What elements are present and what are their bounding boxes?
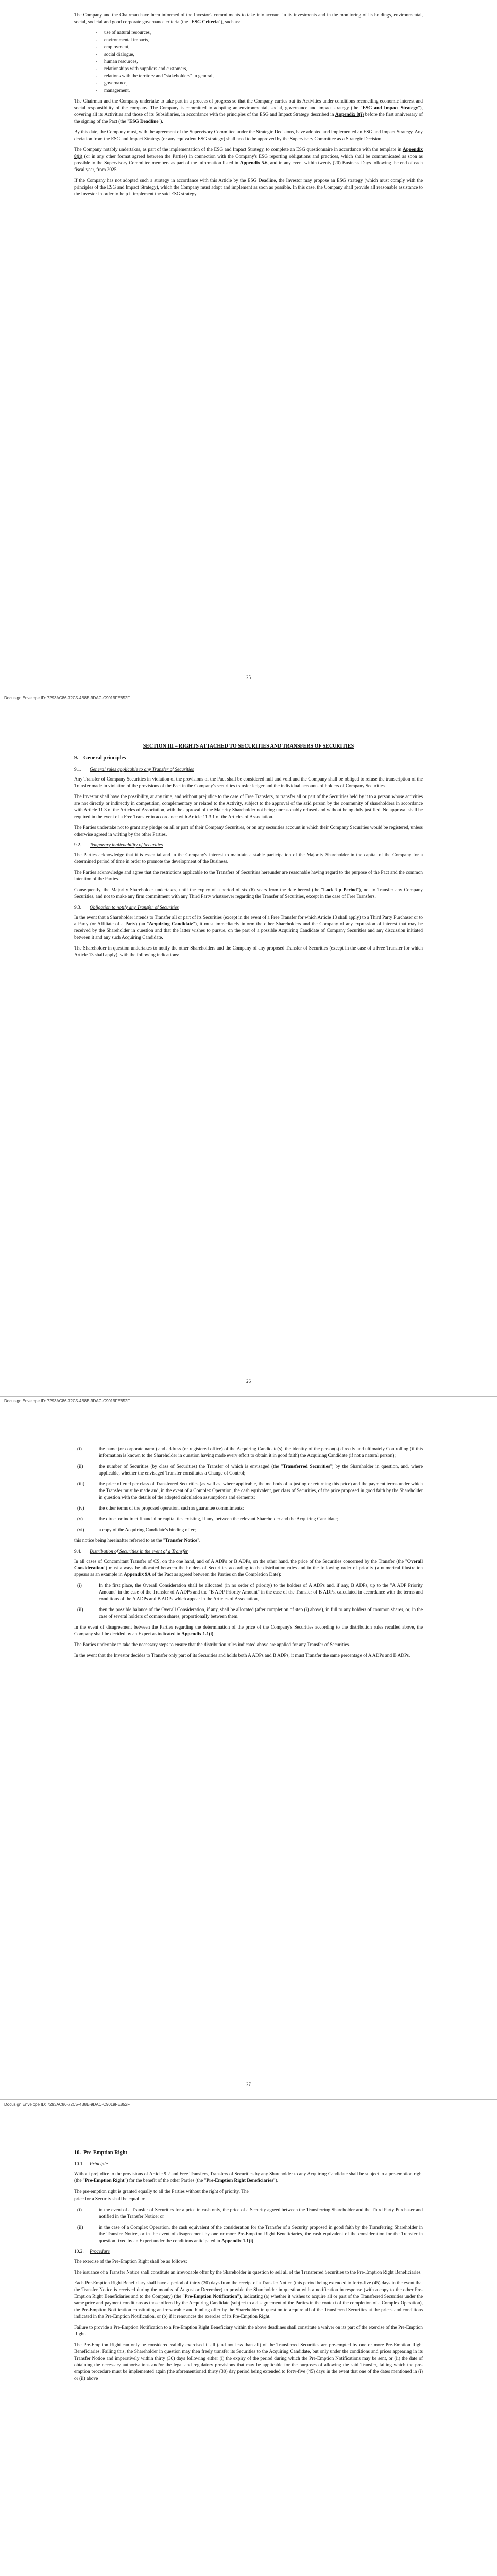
page-number: 26 <box>246 1379 251 1384</box>
list-item: (i) in the event of a Transfer of Securities for a price in cash only, the price of a Security agreed between the Transferring Shareholder and the Third Party Purchaser and notified in the Transfer Notice; or <box>77 2208 423 2219</box>
list-item: - governance, <box>96 80 423 87</box>
page-26 <box>0 693 497 1396</box>
list-item: (ii) in the case of a Complex Operation, the cash equivalent of the consideration for the Transfer of a Security proposed in good faith by the Transferring Shareholder in the Transfer Notice, or in the event of disagreement by one or more Pre-Emption Right Beneficiaries, the cash equivalent of the consideration for the Transfer in question fixed by an Expert under the conditions anticipated in Appendix 1.1(i). <box>77 2225 423 2244</box>
paragraph: The Parties acknowledge and agree that the restrictions applicable to the Transfers of Securities hereunder are reasonable having regard to the purpose of the Pact and the common intention of the Parties. <box>74 870 423 882</box>
page-25 <box>0 0 497 693</box>
list-item: - management. <box>96 88 423 94</box>
list-item: - relationships with suppliers and customers, <box>96 66 423 73</box>
pre-emption-right-paragraph: Without prejudice to the provisions of Article 9.2 and Free Transfers, Transfers of Securities by any Shareholder to any Acquiring Candidate shall be subject to a pre-emption right (the "Pre-Emption Right") for the benefit of the other Parties (the "Pre-Emption Right Beneficiaries"). <box>74 2172 423 2183</box>
docusign-envelope-id: Docusign Envelope ID: 7293AC86-72C5-4B8E-9DAC-C9019FE852F <box>4 2102 130 2107</box>
heading-9-4: 9.4. Distribution of Securities in the event of a Transfer <box>74 1549 188 1554</box>
page-27-body <box>74 1446 423 1664</box>
paragraph: Any Transfer of Company Securities in violation of the provisions of the Pact shall be considered null and void and the Company shall be obliged to refuse the transcription of the Transfer made in violation of the provisions of the Pact in the Company's securities transfer ledger and the individual accounts of holders of Company Securities. <box>74 777 423 789</box>
paragraph: The Parties undertake to take the necessary steps to ensure that the distribution rules indicated above are applied for any Transfer of Securities. <box>74 1642 350 1648</box>
paragraph: Failure to provide a Pre-Emption Notification to a Pre-Emption Right Beneficiary within the above deadlines shall constitute a waiver on its part of the exercise of the Pre-Emption Right. <box>74 2325 423 2337</box>
paragraph: The Investor shall have the possibility, at any time, and without prejudice to the case of Free Transfers, to transfer all or part of the Securities held by it to a person whose activities are not directly or indirectly in competition, complementary or related to the Activity, subject to the approval of the said person by the community of shareholders in accordance with Article 11.3 of the Articles of Association, with the approval of the Majority Shareholder not being unreasonably refused and without being duly justified. No approval shall be required in the event of a Free Transfer in accordance with Article 11.3.1 of the Articles of Association. <box>74 794 423 820</box>
acquiring-candidate-paragraph: In the event that a Shareholder intends to Transfer all or part of its Securities (except in the event of a Free Transfer for which Article 13 shall apply) to a Third Party Purchaser or to a Party (or Affiliate of a Party) (an "Acquiring Candidate"), it must immediately inform the other Shareholders and the Company of any expression of interest that may be received by the Shareholder in question and that the latter wishes to pursue, on the part of a possible Acquiring Candidate of Company Securities and any discussion initiated between it and any such Acquiring Candidate. <box>74 915 423 940</box>
esg-criteria-list <box>96 30 423 94</box>
page-28 <box>0 2100 497 2576</box>
list-item: - relations with the territory and "stakeholders" in general, <box>96 73 423 80</box>
pre-emption-notification-paragraph: Each Pre-Emption Right Beneficiary shall have a period of thirty (30) days from the receipt of a Transfer Notice (this period being extended to forty-five (45) days in the event that the Transfer Notice is received during the months of August or December) to provide the Shareholder in question with a notification in response (with a copy to the other Pre-Emption Right Beneficiaries and to the Company) (the "Pre-Emption Notification"), indicating (a) whether it wishes to acquire all or part of the Transferred Securities under the same price and payment conditions as those offered by the Acquiring Candidate (subject to a disagreement of the Parties in the context of the completion of a Complex Operation), the Pre-Emption Notification constituting an irrevocable and binding offer by the Shareholder in question to acquire all of the Transferred Securities at the prices and conditions indicated in the Pre-Emption Notification, or (b) if it renounces the exercise of its Pre-Emption Right. <box>74 2281 423 2319</box>
page-number: 27 <box>246 2082 251 2087</box>
page-number: 25 <box>246 675 251 680</box>
paragraph: The pre-emption right is granted equally to all the Parties without the right of priority. The <box>74 2189 249 2194</box>
list-item: - environmental impacts, <box>96 37 423 44</box>
esg-questionnaire-paragraph: The Company notably undertakes, as part of the implementation of the ESG and Impact Strategy, to complete an ESG questionnaire in accordance with the template in Appendix 8(ii) (or in any other format agreed between the Parties) in connection with the Company's ESG reporting obligations and practices, which shall be communicated as soon as possible to the Supervisory Committee members as part of the information listed in Appendix 5.6, and in any event within twenty (20) Business Days following the end of each fiscal year, from 2025. <box>74 147 423 173</box>
appendix-5-6-link[interactable]: Appendix 5.6 <box>239 161 268 166</box>
esg-criteria-paragraph: The Company and the Chairman have been informed of the Investor's commitments to take into account in its investments and in the monitoring of its holdings, environmental, social, societal and good corporate governance criteria (the "ESG Criteria"), such as: <box>74 13 423 25</box>
list-item: (ii) the number of Securities (by class of Securities) the Transfer of which is envisaged (the "Transferred Securities") by the Shareholder in question, and, where applicable, whether the envisaged Transfer constitutes a Change of Control; <box>77 1464 423 1476</box>
list-item: (v) the direct or indirect financial or capital ties existing, if any, between the relevant Shareholder and the Acquiring Candidate; <box>77 1517 338 1522</box>
paragraph: In the event that the Investor decides to Transfer only part of its Securities and holds both A ADPs and B ADPs, it must Transfer the same percentage of A ADPs and B ADPs. <box>74 1653 410 1658</box>
list-item: (i) the name (or corporate name) and address (or registered office) of the Acquiring Candidate(s), the identity of the person(s) directly and ultimately Controlling (if this information is known to the Shareholder in question having made every effort to obtain it in good faith) the Acquiring Candidate (if not a natural person); <box>77 1447 423 1459</box>
list-item: (iii) the price offered per class of Transferred Securities (as well as, where applicable, the methods of adjusting or returning this price) and the payment terms under which the Transfer must be made and, in the event of a Complex Operation, the cash equivalent, per class of Securities, of the price proposed in good faith by the Shareholder in question with the details of the adopted calculation assumptions and elements; <box>77 1482 423 1500</box>
heading-10-1: 10.1. Principle <box>74 2162 108 2167</box>
section-title: SECTION III – RIGHTS ATTACHED TO SECURITIES AND TRANSFERS OF SECURITIES <box>143 743 354 749</box>
paragraph: The Shareholder in question undertakes to notify the other Shareholders and the Company of any proposed Transfer of Securities (except in the case of a Free Transfer for which Article 13 shall apply), with the following indications: <box>74 946 423 958</box>
list-item: (iv) the other terms of the proposed operation, such as guarantee commitments; <box>77 1506 244 1511</box>
heading-9-3: 9.3. Obligation to notify any Transfer of Securities <box>74 905 179 910</box>
page-27 <box>0 1397 497 2099</box>
paragraph: The exercise of the Pre-Emption Right shall be as follows: <box>74 2259 187 2264</box>
heading-9: 9. General principles <box>74 755 126 761</box>
heading-10-2: 10.2. Procedure <box>74 2249 110 2255</box>
list-item: (vi) a copy of the Acquiring Candidate's binding offer; <box>77 1528 196 1533</box>
appendix-1-1i-link[interactable]: Appendix 1.1(i) <box>221 2239 253 2244</box>
list-item: (ii) then the possible balance of the Overall Consideration, if any, shall be allocated (after completion of step (i) above), in full to any holders of common shares, or, in the case of several holders of common shares, proportionally between them. <box>77 1607 423 1619</box>
list-item: (i) In the first place, the Overall Consideration shall be allocated (in no order of priority) to the holders of A ADPs and, if any, B ADPs, up to the "A ADP Priority Amount" in the case of the Transfer of A ADPs and the "B ADP Priority Amount" in the case of the Transfer of B ADPs, calculated in accordance with the terms and conditions of the A ADPs and B ADPs which appear in the Articles of Association, <box>77 1583 423 1602</box>
docusign-envelope-id: Docusign Envelope ID: 7293AC86-72C5-4B8E-9DAC-C9019FE852F <box>4 1399 130 1403</box>
list-item: - human resources, <box>96 59 423 65</box>
paragraph: The Pre-Emption Right can only be considered validly exercised if all (and not less than all) of the Transferred Securities are pre-empted by one or more Pre-Emption Right Beneficiaries. Failing this, the Shareholder in question may then freely transfer its Securities to the Acquiring Candidate, but only under the conditions and prices appearing in its Transfer Notice and imperatively within thirty (30) days following either (i) the expiry of the period during which the Pre-Emption Notifications may be sent, or (ii) the date of obtaining the necessary authorisations and/or the legal and regulatory provisions that may be applicable for the purposes of allowing the said Transfer, failing which the pre-emption procedure must be implemented again (the aforementioned thirty (30) day period being extended to forty-five (45) days in the event that one of the dates mentioned in (i) or (ii) above <box>74 2343 423 2381</box>
paragraph: The issuance of a Transfer Notice shall constitute an irrevocable offer by the Shareholder in question to sell all of the Transferred Securities to the Pre-Emption Right Beneficiaries. <box>74 2270 422 2275</box>
appendix-8ii-link[interactable]: Appendix 8(ii) <box>74 147 423 159</box>
esg-deadline-paragraph: By this date, the Company must, with the agreement of the Supervisory Committee under the Strategic Decisions, have adopted and implemented an ESG and Impact Strategy. Any deviation from the ESG and Impact Strategy (or any equivalent ESG strategy) shall need to be approved by the Supervisory Committee as a Strategic Decision. <box>74 130 423 142</box>
appendix-8i-link[interactable]: Appendix 8(i) <box>335 112 364 117</box>
page-26-body <box>74 743 423 963</box>
appendix-1-1i-link[interactable]: Appendix 1.1(i) <box>181 1632 214 1637</box>
list-item: - employment, <box>96 44 423 51</box>
paragraph: The Parties acknowledge that it is essential and in the Company's interest to maintain a stable participation of the Majority Shareholder in the capital of the Company for a determined period of time in order to promote the development of the Business. <box>74 853 423 865</box>
appendix-9a-link[interactable]: Appendix 9A <box>124 1572 151 1578</box>
transfer-notice-paragraph: this notice being hereinafter referred to as the "Transfer Notice". <box>74 1538 201 1544</box>
heading-9-1: 9.1. General rules applicable to any Transfer of Securities <box>74 767 194 772</box>
esg-strategy-paragraph: The Chairman and the Company undertake to take part in a process of progress so that the Company carries out its Activities under conditions reconciling economic interest and social responsibility of the company. The Company is committed to adopting an environmental, social, governance and impact strategy (the "ESG and Impact Strategy"), covering all its Activities and those of its Subsidiaries, in accordance with the principles of the ESG and Impact Strategy described in Appendix 8(i) before the first anniversary of the signing of the Pact (the "ESG Deadline"). <box>74 99 423 124</box>
esg-fallback-paragraph: If the Company has not adopted such a strategy in accordance with this Article by the ESG Deadline, the Investor may propose an ESG strategy (which must comply with the principles of the ESG and Impact Strategy), which the Company must adopt and implement as soon as possible. In this case, the Company shall provide all reasonable assistance to the Investor in order to help it implement the said ESG strategy. <box>74 178 423 197</box>
list-item: - use of natural resources, <box>96 30 423 37</box>
list-item: - social dialogue, <box>96 52 423 58</box>
docusign-envelope-id: Docusign Envelope ID: 7293AC86-72C5-4B8E-9DAC-C9019FE852F <box>4 696 130 700</box>
heading-10: 10. Pre-Emption Right <box>74 2150 127 2156</box>
paragraph: The Parties undertake not to grant any pledge on all or part of their Company Securities, or on any securities account in which their Company Securities would be registered, unless otherwise agreed in writing by the other Parties. <box>74 825 423 837</box>
page-28-body <box>74 2149 423 2386</box>
heading-9-2: 9.2. Temporary inalienability of Securities <box>74 843 163 848</box>
overall-consideration-paragraph: In all cases of Concomitant Transfer of CS, on the one hand, and of A ADPs or B ADPs, on the other hand, the price of the Securities concerned by the Transfer (the "Overall Consideration") must always be allocated between the holders of Securities according to the distribution rules and in the following order of priority (a numerical illustration appears as an example in Appendix 9A of the Pact as agreed between the Parties on the Completion Date): <box>74 1559 423 1578</box>
disagreement-paragraph: In the event of disagreement between the Parties regarding the determination of the price of the Company's Securities according to the distribution rules recalled above, the Company shall be decided by an Expert as indicated in Appendix 1.1(i). <box>74 1625 423 1637</box>
page-25-body <box>74 12 423 202</box>
paragraph: price for a Security shall be equal to: <box>74 2197 146 2202</box>
lock-up-paragraph: Consequently, the Majority Shareholder undertakes, until the expiry of a period of six (6) years from the date hereof (the "Lock-Up Period"), not to Transfer any Company Securities, and not to make any firm commitment with any Third Party whatsoever regarding the Transfer of Securities, except in the case of Free Transfers. <box>74 888 423 900</box>
